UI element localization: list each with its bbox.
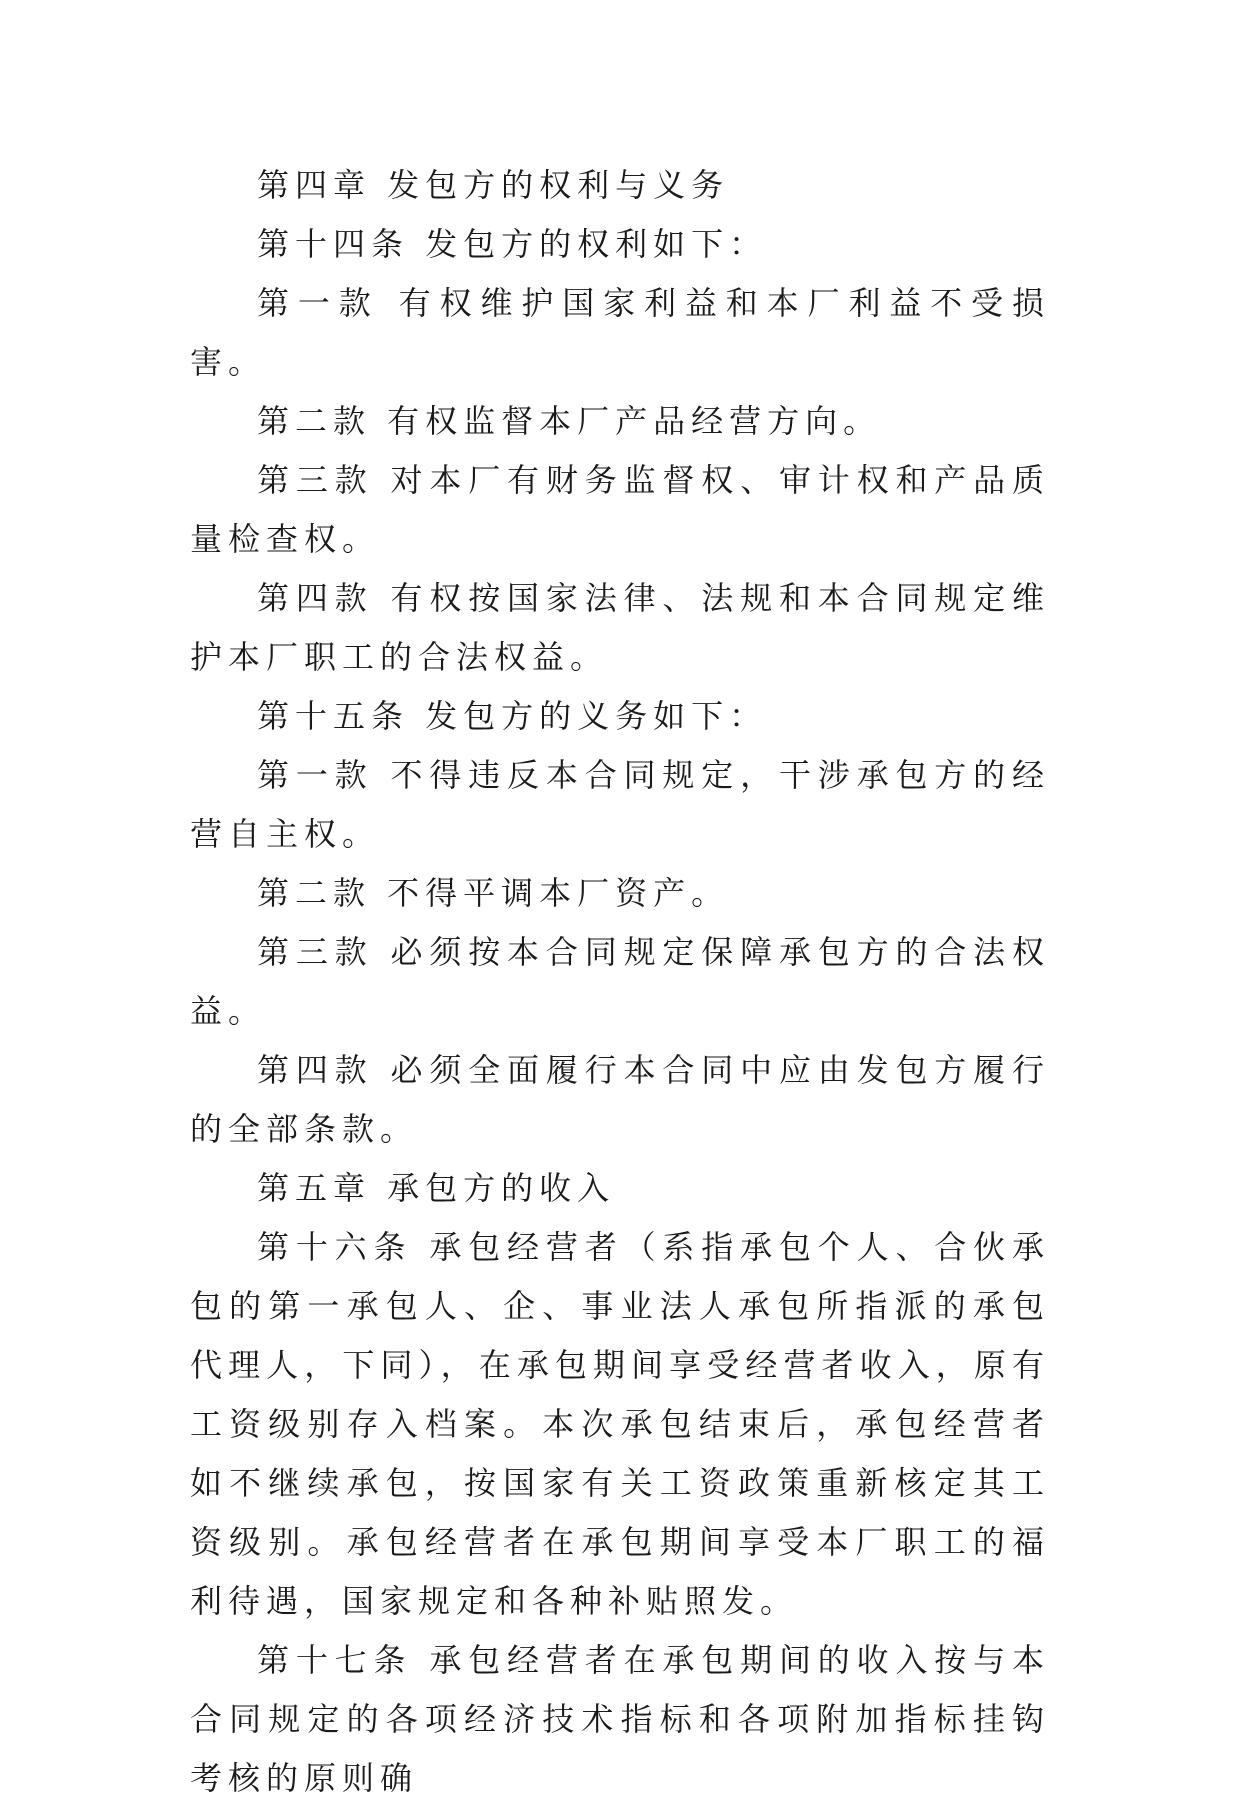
article-14-clause-1: 第一款 有权维护国家利益和本厂利益不受损害。 xyxy=(190,284,1050,381)
article-15-clause-3: 第三款 必须按本合同规定保障承包方的合法权益。 xyxy=(190,933,1050,1030)
article-17: 第十七条 承包经营者在承包期间的收入按与本合同规定的各项经济技术指标和各项附加指标挂钩考核的原则确 xyxy=(190,1641,1050,1797)
document-body xyxy=(190,156,1050,1808)
article-15-clause-2: 第二款 不得平调本厂资产。 xyxy=(257,874,730,912)
article-14-clause-2: 第二款 有权监督本厂产品经营方向。 xyxy=(257,402,882,440)
article-15-clause-1: 第一款 不得违反本合同规定，干涉承包方的经营自主权。 xyxy=(190,756,1050,853)
article-14-clause-3: 第三款 对本厂有财务监督权、审计权和产品质量检查权。 xyxy=(190,461,1050,558)
article-14-clause-4: 第四款 有权按国家法律、法规和本合同规定维护本厂职工的合法权益。 xyxy=(190,579,1050,676)
chapter-4-heading: 第四章 发包方的权利与义务 xyxy=(257,166,730,204)
article-14-heading: 第十四条 发包方的权利如下： xyxy=(257,225,768,263)
chapter-5-heading: 第五章 承包方的收入 xyxy=(257,1169,616,1207)
article-15-heading: 第十五条 发包方的义务如下： xyxy=(257,697,768,735)
article-15-clause-4: 第四款 必须全面履行本合同中应由发包方履行的全部条款。 xyxy=(190,1051,1050,1148)
article-16: 第十六条 承包经营者（系指承包个人、合伙承包的第一承包人、企、事业法人承包所指派的承包代理人，下同），在承包期间享受经营者收入，原有工资级别存入档案。本次承包结束后，承包经营者如不继续承包，按国家有关工资政策重新核定其工资级别。承包经营者在承包期间享受本厂职工的福利待遇，国家规定和各种补贴照发。 xyxy=(190,1228,1050,1620)
